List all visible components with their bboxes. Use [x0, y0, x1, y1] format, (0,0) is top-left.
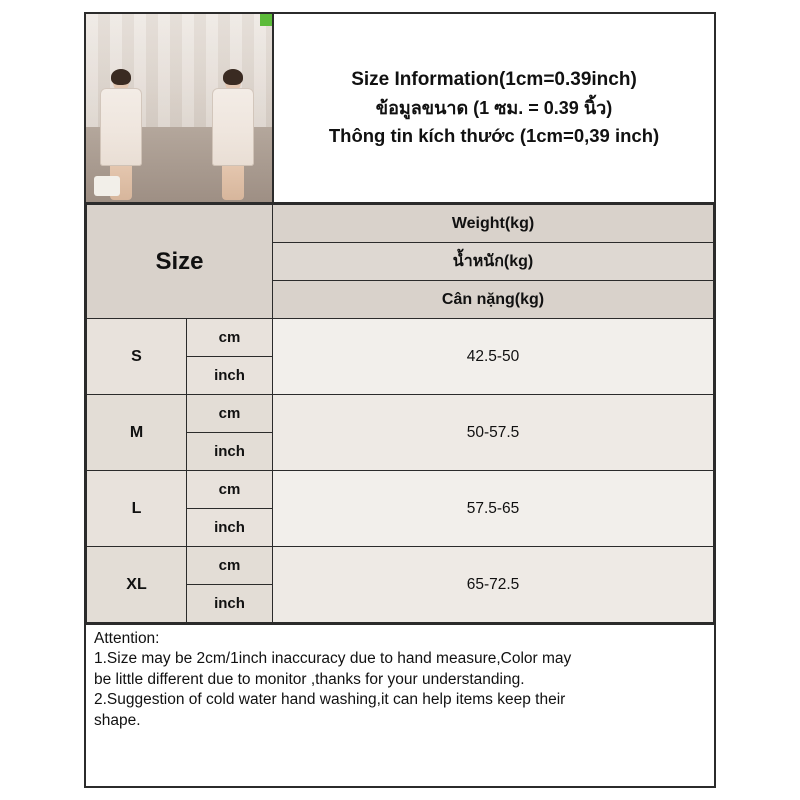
attention-line-3: 2.Suggestion of cold water hand washing,it can help items keep their [94, 691, 566, 709]
unit-cm-l: cm [187, 471, 273, 509]
title-english: Size Information(1cm=0.39inch) [351, 69, 637, 91]
unit-cm-xl: cm [187, 547, 273, 585]
weight-value-xl: 65-72.5 [273, 547, 714, 623]
model-right-hair [223, 69, 243, 85]
title-block [274, 14, 714, 202]
header-weight-en: Weight(kg) [273, 205, 714, 243]
model-left-outfit [100, 88, 142, 166]
size-label-m: M [87, 395, 187, 471]
attention-line-2: be little different due to monitor ,thanks for your understanding. [94, 670, 525, 688]
header-row [86, 14, 714, 204]
table-row [87, 319, 714, 357]
size-label-xl: XL [87, 547, 187, 623]
unit-inch-l: inch [187, 509, 273, 547]
photo-handbag [94, 176, 120, 196]
size-chart-sheet [84, 12, 716, 788]
attention-block [86, 623, 714, 731]
model-right-outfit [212, 88, 254, 166]
unit-cm-s: cm [187, 319, 273, 357]
unit-inch-s: inch [187, 357, 273, 395]
attention-heading: Attention: [94, 630, 160, 647]
unit-inch-m: inch [187, 433, 273, 471]
weight-value-l: 57.5-65 [273, 471, 714, 547]
weight-value-s: 42.5-50 [273, 319, 714, 395]
table-row [87, 471, 714, 509]
size-label-s: S [87, 319, 187, 395]
title-vietnamese: Thông tin kích thước (1cm=0,39 inch) [328, 124, 660, 146]
table-row [87, 547, 714, 585]
table-row [87, 395, 714, 433]
model-left-hair [111, 69, 131, 85]
product-photo [86, 14, 274, 202]
header-weight-th: น้ำหนัก(kg) [273, 243, 714, 281]
unit-cm-m: cm [187, 395, 273, 433]
header-size-cell: Size [87, 205, 273, 319]
size-label-l: L [87, 471, 187, 547]
attention-line-1: 1.Size may be 2cm/1inch inaccuracy due to hand measure,Color may [94, 650, 572, 668]
unit-inch-xl: inch [187, 585, 273, 623]
title-thai: ข้อมูลขนาด (1 ซม. = 0.39 นิ้ว) [375, 97, 613, 118]
weight-value-m: 50-57.5 [273, 395, 714, 471]
photo-green-marker [260, 14, 272, 26]
header-weight-vi: Cân nặng(kg) [273, 281, 714, 319]
table-header-row [87, 205, 714, 243]
size-table [86, 204, 714, 623]
attention-line-4: shape. [94, 711, 141, 729]
model-right-figure [212, 72, 254, 200]
model-right-legs [222, 166, 244, 200]
